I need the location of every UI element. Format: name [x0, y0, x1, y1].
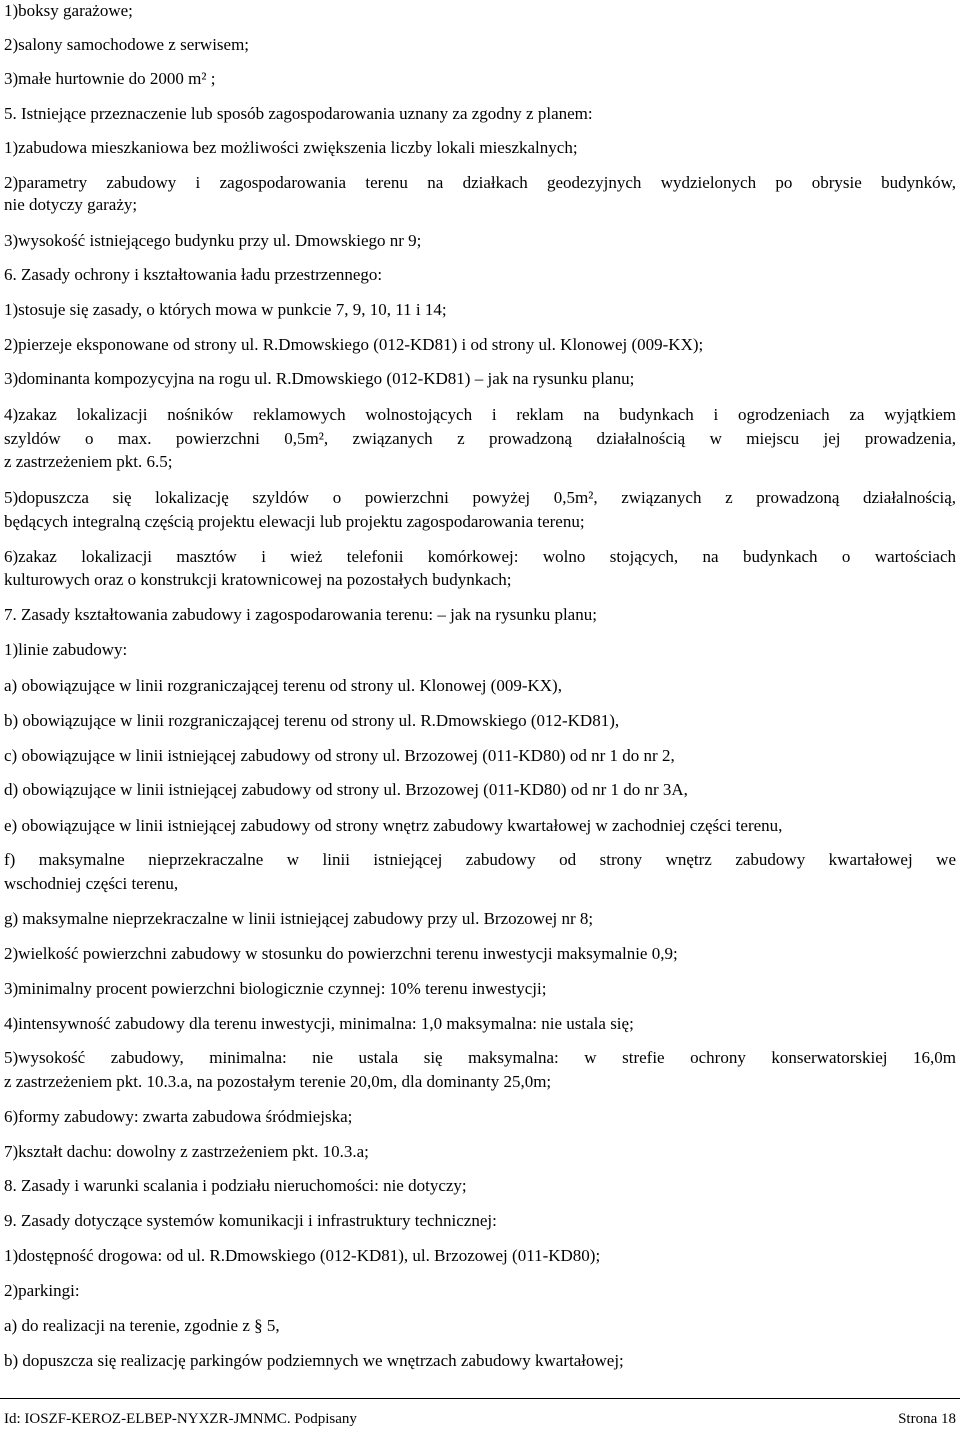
- document-id: Id: IOSZF-KEROZ-ELBEP-NYXZR-JMNMC. Podpisany: [4, 1411, 357, 1427]
- text-line: 2)pierzeje eksponowane od strony ul. R.Dmowskiego (012-KD81) i od strony ul. Klonowej (009-KX);: [4, 335, 704, 354]
- text-line: 3)dominanta kompozycyjna na rogu ul. R.Dmowskiego (012-KD81) – jak na rysunku planu;: [4, 369, 635, 388]
- text-line: 1)boksy garażowe;: [4, 1, 133, 20]
- text-line: 3)minimalny procent powierzchni biologicznie czynnej: 10% terenu inwestycji;: [4, 979, 547, 998]
- text-line: c) obowiązujące w linii istniejącej zabudowy od strony ul. Brzozowej (011-KD80) od nr 1 do nr 2,: [4, 746, 675, 765]
- section-heading: 7. Zasady kształtowania zabudowy i zagospodarowania terenu: – jak na rysunku planu;: [4, 605, 597, 624]
- text-line: 4)zakaz lokalizacji nośników reklamowych wolnostojących i reklam na budynkach i ogrodzeniach za wyjątkiem: [4, 405, 956, 424]
- text-line: 3)małe hurtownie do 2000 m² ;: [4, 69, 216, 88]
- text-line: a) do realizacji na terenie, zgodnie z § 5,: [4, 1316, 280, 1335]
- text-line: e) obowiązujące w linii istniejącej zabudowy od strony wnętrz zabudowy kwartałowej w zachodniej części terenu,: [4, 816, 783, 835]
- text-line: 4)intensywność zabudowy dla terenu inwestycji, minimalna: 1,0 maksymalna: nie ustala się;: [4, 1014, 634, 1033]
- text-line: 5)wysokość zabudowy, minimalna: nie ustala się maksymalna: w strefie ochrony konserwatorskiej 16,0m: [4, 1048, 956, 1067]
- footer-divider: [0, 1398, 960, 1399]
- text-line: 1)dostępność drogowa: od ul. R.Dmowskiego (012-KD81), ul. Brzozowej (011-KD80);: [4, 1246, 601, 1265]
- page-number: Strona 18: [898, 1411, 956, 1427]
- text-line: b) dopuszcza się realizację parkingów podziemnych we wnętrzach zabudowy kwartałowej;: [4, 1351, 624, 1370]
- text-line: 6)zakaz lokalizacji masztów i wież telefonii komórkowej: wolno stojących, na budynkach o wartościach: [4, 547, 956, 566]
- text-line: d) obowiązujące w linii istniejącej zabudowy od strony ul. Brzozowej (011-KD80) od nr 1 do nr 3A,: [4, 780, 688, 799]
- text-line: 5. Istniejące przeznaczenie lub sposób zagospodarowania uznany za zgodny z planem:: [4, 104, 593, 123]
- text-line: 3)wysokość istniejącego budynku przy ul. Dmowskiego nr 9;: [4, 231, 422, 250]
- text-line: będących integralną częścią projektu elewacji lub projektu zagospodarowania terenu;: [4, 512, 585, 531]
- text-line: 1)stosuje się zasady, o których mowa w punkcie 7, 9, 10, 11 i 14;: [4, 300, 447, 319]
- text-line: 2)salony samochodowe z serwisem;: [4, 35, 250, 54]
- text-line: a) obowiązujące w linii rozgraniczającej terenu od strony ul. Klonowej (009-KX),: [4, 676, 562, 695]
- text-line: g) maksymalne nieprzekraczalne w linii istniejącej zabudowy przy ul. Brzozowej nr 8;: [4, 909, 594, 928]
- text-line: kulturowych oraz o konstrukcji kratownicowej na pozostałych budynkach;: [4, 570, 512, 589]
- section-heading: 8. Zasady i warunki scalania i podziału nieruchomości: nie dotyczy;: [4, 1176, 467, 1195]
- text-line: 2)parametry zabudowy i zagospodarowania terenu na działkach geodezyjnych wydzielonych po obrysie budynków,: [4, 173, 956, 192]
- text-line: szyldów o max. powierzchni 0,5m², związanych z prowadzoną działalnością w miejscu jej prowadzenia,: [4, 429, 956, 448]
- text-line: 2)wielkość powierzchni zabudowy w stosunku do powierzchni terenu inwestycji maksymalnie 0,9;: [4, 944, 678, 963]
- section-heading: 9. Zasady dotyczące systemów komunikacji i infrastruktury technicznej:: [4, 1211, 497, 1230]
- text-line: 1)linie zabudowy:: [4, 640, 128, 659]
- text-line: 2)parkingi:: [4, 1281, 80, 1300]
- text-line: z zastrzeżeniem pkt. 10.3.a, na pozostałym terenie 20,0m, dla dominanty 25,0m;: [4, 1072, 552, 1091]
- text-line: wschodniej części terenu,: [4, 874, 179, 893]
- text-line: f) maksymalne nieprzekraczalne w linii istniejącej zabudowy od strony wnętrz zabudowy kwartałowej we: [4, 850, 956, 869]
- text-line: 5)dopuszcza się lokalizację szyldów o powierzchni powyżej 0,5m², związanych z prowadzoną działalnością,: [4, 488, 956, 507]
- text-line: 6)formy zabudowy: zwarta zabudowa śródmiejska;: [4, 1107, 353, 1126]
- text-line: b) obowiązujące w linii rozgraniczającej terenu od strony ul. R.Dmowskiego (012-KD81),: [4, 711, 620, 730]
- text-line: 1)zabudowa mieszkaniowa bez możliwości zwiększenia liczby lokali mieszkalnych;: [4, 138, 578, 157]
- text-line: nie dotyczy garaży;: [4, 195, 138, 214]
- section-heading: 6. Zasady ochrony i kształtowania ładu przestrzennego:: [4, 265, 383, 284]
- text-line: 7)kształt dachu: dowolny z zastrzeżeniem pkt. 10.3.a;: [4, 1142, 369, 1161]
- text-line: z zastrzeżeniem pkt. 6.5;: [4, 452, 173, 471]
